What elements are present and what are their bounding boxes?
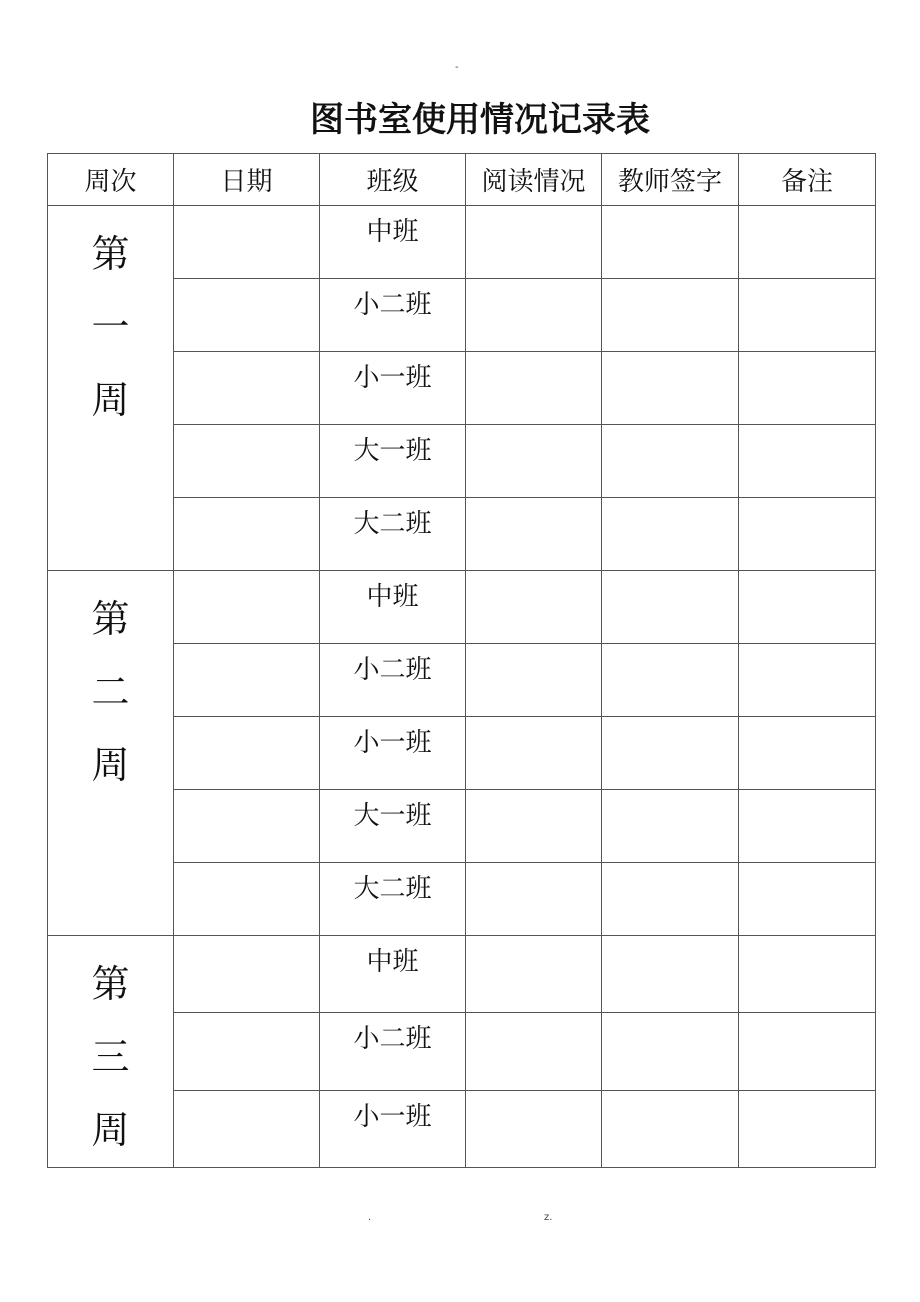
class-name: 中班 bbox=[366, 582, 419, 612]
week-cell bbox=[48, 936, 174, 1168]
table-body bbox=[48, 206, 876, 1168]
remarks-cell[interactable] bbox=[739, 498, 876, 571]
reading-cell[interactable] bbox=[466, 790, 602, 863]
signature-cell[interactable] bbox=[602, 936, 739, 1013]
class-cell bbox=[320, 1090, 466, 1167]
class-cell bbox=[320, 717, 466, 790]
date-cell[interactable] bbox=[174, 571, 320, 644]
class-name: 大二班 bbox=[353, 509, 432, 539]
header-mark: - bbox=[455, 62, 459, 73]
column-header-reading: 阅读情况 bbox=[466, 154, 602, 206]
date-cell[interactable] bbox=[174, 936, 320, 1013]
page-title: 图书室使用情况记录表 bbox=[310, 100, 650, 140]
class-name: 小二班 bbox=[353, 290, 432, 320]
column-header-remarks: 备注 bbox=[739, 154, 876, 206]
date-cell[interactable] bbox=[174, 352, 320, 425]
reading-cell[interactable] bbox=[466, 717, 602, 790]
reading-cell[interactable] bbox=[466, 863, 602, 936]
class-name: 小一班 bbox=[353, 363, 432, 393]
class-cell bbox=[320, 498, 466, 571]
week-label-char: 第 bbox=[91, 962, 130, 1006]
signature-cell[interactable] bbox=[602, 1090, 739, 1167]
class-cell bbox=[320, 936, 466, 1013]
remarks-cell[interactable] bbox=[739, 790, 876, 863]
signature-cell[interactable] bbox=[602, 206, 739, 279]
date-cell[interactable] bbox=[174, 498, 320, 571]
week-label-char: 一 bbox=[91, 305, 130, 349]
table-row bbox=[48, 206, 876, 279]
week-label-char: 周 bbox=[91, 743, 130, 787]
remarks-cell[interactable] bbox=[739, 717, 876, 790]
footer-mark-right: z. bbox=[544, 1212, 553, 1223]
column-header-week: 周次 bbox=[48, 154, 174, 206]
date-cell[interactable] bbox=[174, 1090, 320, 1167]
class-cell bbox=[320, 425, 466, 498]
table-row bbox=[48, 936, 876, 1013]
remarks-cell[interactable] bbox=[739, 352, 876, 425]
column-header-class: 班级 bbox=[320, 154, 466, 206]
date-cell[interactable] bbox=[174, 717, 320, 790]
remarks-cell[interactable] bbox=[739, 206, 876, 279]
week-label-char: 二 bbox=[91, 670, 130, 714]
class-cell bbox=[320, 790, 466, 863]
reading-cell[interactable] bbox=[466, 644, 602, 717]
class-name: 小二班 bbox=[353, 1024, 432, 1055]
signature-cell[interactable] bbox=[602, 279, 739, 352]
class-name: 中班 bbox=[366, 217, 419, 247]
class-cell bbox=[320, 644, 466, 717]
remarks-cell[interactable] bbox=[739, 1090, 876, 1167]
table-header-row bbox=[48, 154, 876, 206]
column-header-teacher-signature: 教师签字 bbox=[602, 154, 739, 206]
class-cell bbox=[320, 279, 466, 352]
week-label-char: 周 bbox=[91, 1108, 130, 1152]
signature-cell[interactable] bbox=[602, 863, 739, 936]
class-name: 大一班 bbox=[353, 436, 432, 466]
remarks-cell[interactable] bbox=[739, 279, 876, 352]
class-name: 小二班 bbox=[353, 655, 432, 685]
signature-cell[interactable] bbox=[602, 717, 739, 790]
class-cell bbox=[320, 1013, 466, 1090]
signature-cell[interactable] bbox=[602, 790, 739, 863]
class-name: 小一班 bbox=[353, 728, 432, 758]
signature-cell[interactable] bbox=[602, 1013, 739, 1090]
date-cell[interactable] bbox=[174, 425, 320, 498]
reading-cell[interactable] bbox=[466, 279, 602, 352]
week-cell bbox=[48, 571, 174, 936]
class-name: 中班 bbox=[366, 947, 419, 977]
remarks-cell[interactable] bbox=[739, 571, 876, 644]
week-label bbox=[48, 206, 173, 437]
reading-cell[interactable] bbox=[466, 1090, 602, 1167]
date-cell[interactable] bbox=[174, 863, 320, 936]
column-header-date: 日期 bbox=[174, 154, 320, 206]
remarks-cell[interactable] bbox=[739, 936, 876, 1013]
reading-cell[interactable] bbox=[466, 425, 602, 498]
remarks-cell[interactable] bbox=[739, 425, 876, 498]
week-label bbox=[48, 571, 173, 802]
signature-cell[interactable] bbox=[602, 644, 739, 717]
reading-cell[interactable] bbox=[466, 571, 602, 644]
date-cell[interactable] bbox=[174, 206, 320, 279]
date-cell[interactable] bbox=[174, 1013, 320, 1090]
week-label-char: 周 bbox=[91, 378, 130, 422]
class-name: 大一班 bbox=[353, 801, 432, 831]
signature-cell[interactable] bbox=[602, 425, 739, 498]
reading-cell[interactable] bbox=[466, 936, 602, 1013]
week-label-char: 第 bbox=[91, 232, 130, 276]
reading-cell[interactable] bbox=[466, 352, 602, 425]
remarks-cell[interactable] bbox=[739, 863, 876, 936]
signature-cell[interactable] bbox=[602, 352, 739, 425]
table-row bbox=[48, 571, 876, 644]
week-label bbox=[48, 936, 173, 1167]
date-cell[interactable] bbox=[174, 790, 320, 863]
class-name: 小一班 bbox=[353, 1101, 432, 1132]
signature-cell[interactable] bbox=[602, 498, 739, 571]
reading-cell[interactable] bbox=[466, 206, 602, 279]
class-cell bbox=[320, 352, 466, 425]
reading-cell[interactable] bbox=[466, 1013, 602, 1090]
class-cell bbox=[320, 206, 466, 279]
week-label-char: 三 bbox=[91, 1035, 130, 1079]
week-label-char: 第 bbox=[91, 597, 130, 641]
record-table bbox=[47, 153, 876, 1168]
week-cell bbox=[48, 206, 174, 571]
reading-cell[interactable] bbox=[466, 498, 602, 571]
remarks-cell[interactable] bbox=[739, 644, 876, 717]
class-name: 大二班 bbox=[353, 874, 432, 904]
remarks-cell[interactable] bbox=[739, 1013, 876, 1090]
signature-cell[interactable] bbox=[602, 571, 739, 644]
class-cell bbox=[320, 571, 466, 644]
footer-mark-left: . bbox=[368, 1212, 372, 1223]
class-cell bbox=[320, 863, 466, 936]
date-cell[interactable] bbox=[174, 644, 320, 717]
date-cell[interactable] bbox=[174, 279, 320, 352]
